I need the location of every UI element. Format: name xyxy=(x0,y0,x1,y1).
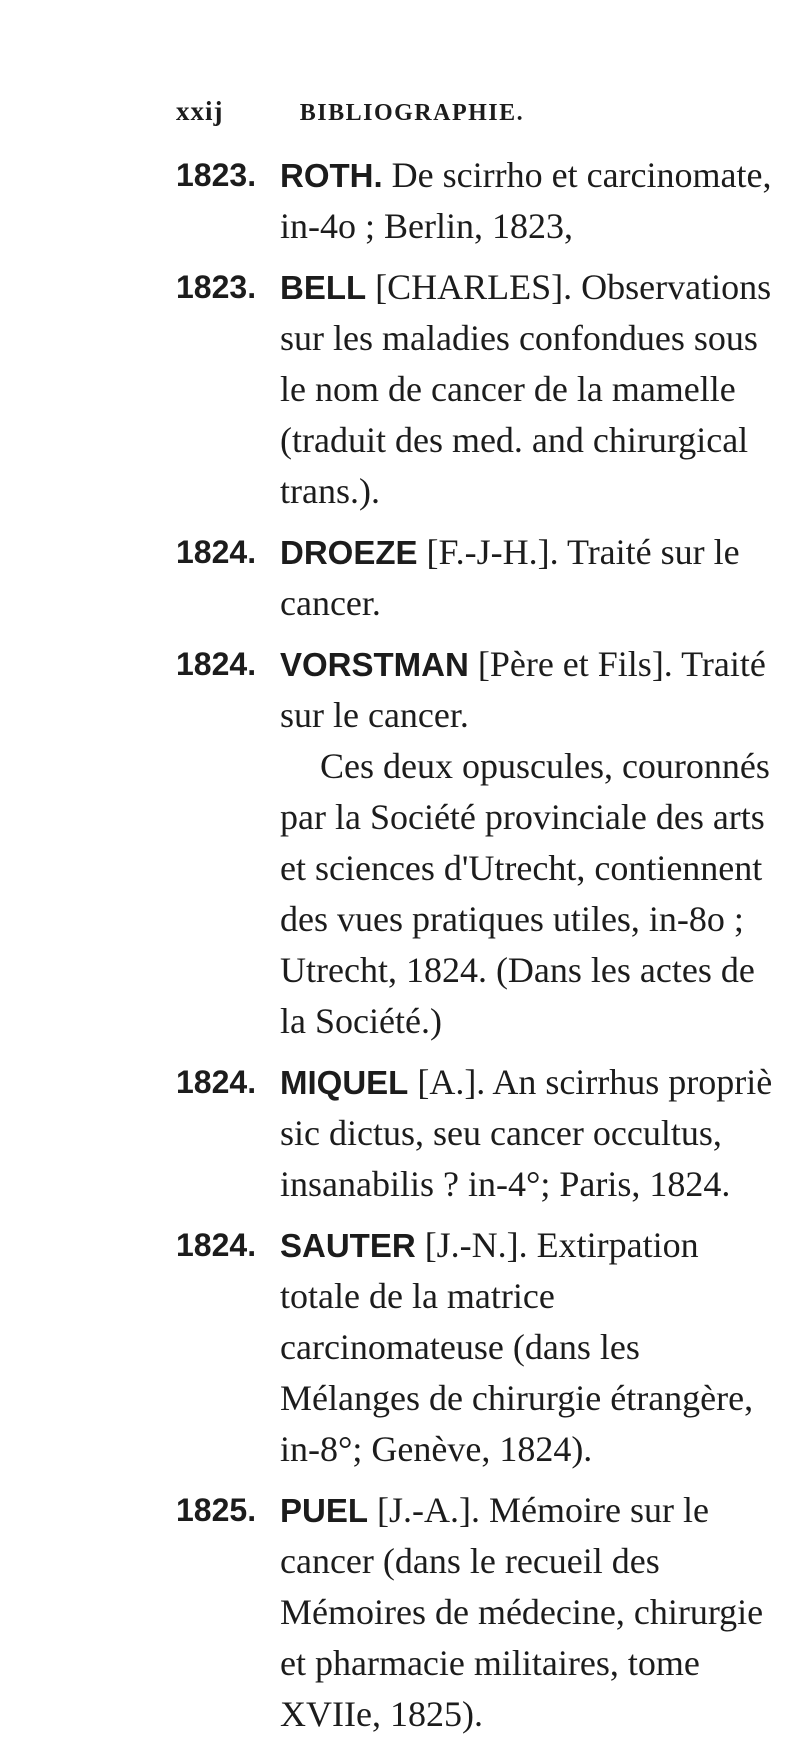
entry-year: 1825. xyxy=(176,1492,257,1528)
entry-text: [CHARLES]. Observations sur les maladies confondues sous le nom de cancer de la mamelle (traduit des med. and chirurgical trans.). xyxy=(280,267,772,511)
bibliography-entry xyxy=(176,527,776,629)
entry-author: DROEZE xyxy=(280,534,418,571)
entry-author: ROTH. xyxy=(280,157,383,194)
entry-author: VORSTMAN xyxy=(280,646,469,683)
bibliography-entry xyxy=(176,1057,776,1210)
entry-author: PUEL xyxy=(280,1492,369,1529)
bibliography-entry xyxy=(176,262,776,517)
entry-year: 1824. xyxy=(176,1227,257,1263)
entry-year: 1823. xyxy=(176,269,257,305)
page-number: xxij xyxy=(176,96,224,126)
entry-author: BELL xyxy=(280,269,367,306)
bibliography-entry xyxy=(176,1220,776,1475)
bibliography-entry xyxy=(176,1485,776,1740)
bibliography-list xyxy=(176,150,776,1750)
entry-text: De scirrho et carcinomate, in-4o ; Berlin, 1823, xyxy=(280,155,772,246)
entry-text: [J.-N.]. Extirpation totale de la matrice carcinomateuse (dans les Mélanges de chirurgie étrangère, in-8°; Genève, 1824). xyxy=(280,1225,754,1469)
bibliography-entry xyxy=(176,150,776,252)
entry-year: 1824. xyxy=(176,646,257,682)
entry-note: Ces deux opuscules, couronnés par la Société provinciale des arts et sciences d'Utrecht, contiennent des vues pratiques utiles, in-8o ; Utrecht, 1824. (Dans les actes de la Société.) xyxy=(280,746,770,1041)
bibliography-entry xyxy=(176,639,776,741)
entry-author: SAUTER xyxy=(280,1227,416,1264)
entry-year: 1823. xyxy=(176,157,257,193)
entry-year: 1824. xyxy=(176,1064,257,1100)
entry-text: [F.-J-H.]. Traité sur le cancer. xyxy=(280,532,740,623)
entry-year: 1824. xyxy=(176,534,257,570)
running-header xyxy=(176,96,524,127)
entry-text: [J.-A.]. Mémoire sur le cancer (dans le recueil des Mémoires de médecine, chirurgie et pharmacie militaires, tome XVIIe, 1825). xyxy=(280,1490,764,1734)
entry-text: [Père et Fils]. Traité sur le cancer. xyxy=(280,644,766,735)
entry-text: [A.]. An scirrhus propriè sic dictus, seu cancer occultus, insanabilis ? in-4°; Paris, 1824. xyxy=(280,1062,773,1204)
entry-author: MIQUEL xyxy=(280,1064,409,1101)
page-title: BIBLIOGRAPHIE. xyxy=(299,100,525,126)
